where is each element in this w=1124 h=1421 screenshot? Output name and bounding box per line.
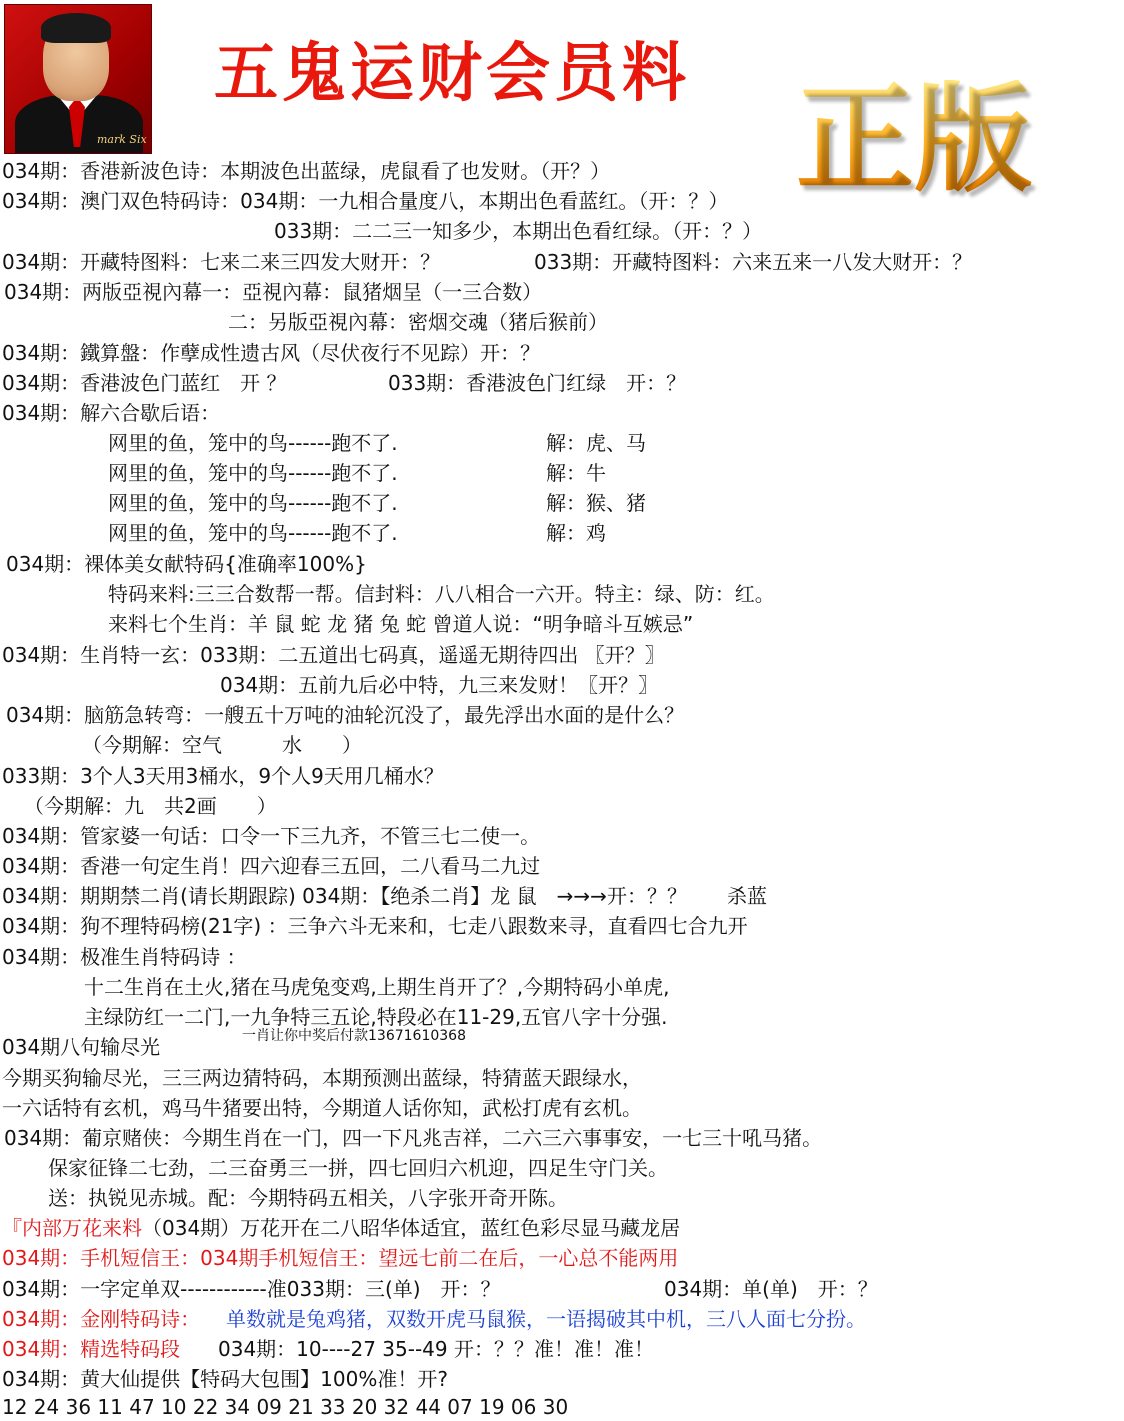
line-macau-poem-033: 033期：二二三一知多少，本期出色看红绿。（开：？） xyxy=(274,219,763,243)
line-hk-color-034: 034期：香港波色门蓝红 开 ？ xyxy=(2,371,287,395)
line-water-riddle-answer: （今期解：九 共2画 ） xyxy=(24,794,277,818)
line-eight-sentences-1: 今期买狗输尽光，三三两边猜特码，本期预测出蓝绿，特猜蓝天跟绿水， xyxy=(2,1066,642,1090)
line-zodiac-poem-2: 主绿防红一二门,一九争特三五论,特段必在11-29,五官八字十分强. xyxy=(84,1005,668,1029)
line-diamond-poem-label: 034期：金刚特码诗： xyxy=(2,1307,201,1331)
line-riddle-4-answer: 解：鸡 xyxy=(546,521,606,545)
line-wong-tai-sin: 034期：黄大仙提供【特码大包围】100%准！开? xyxy=(2,1367,448,1391)
line-riddle-3-answer: 解：猴、猪 xyxy=(546,491,646,515)
line-atv-insider-2: 二：另版亞視內幕：密烟交魂（猪后猴前） xyxy=(228,310,608,334)
page-title: 五鬼运财会员料 xyxy=(214,37,690,111)
line-zodiac-mystery: 034期：生肖特一玄：033期：二五道出七码真，遥遥无期待四出 〖开？〗 xyxy=(2,643,665,667)
line-kill-two: 034期：期期禁二肖(请长期跟踪) 034期：【绝杀二肖】龙 鼠 →→→开：？？ 杀蓝 xyxy=(2,884,767,908)
line-riddle-heading: 034期：解六合歇后语： xyxy=(2,401,221,425)
line-sms-king: 034期：手机短信王：034期手机短信王：望远七前二在后，一心总不能两用 xyxy=(2,1246,679,1270)
line-eight-sentences: 034期八句输尽光 xyxy=(2,1035,161,1059)
line-housekeeper: 034期：管家婆一句话：口令一下三九齐，不管三七二使一。 xyxy=(2,824,541,848)
line-casino-hero-2: 保家征锋二七劲，二三奋勇三一拼，四七回归六机迎，四足生守门关。 xyxy=(48,1156,668,1180)
line-riddle-1: 网里的鱼，笼中的鸟------跑不了. xyxy=(108,431,398,455)
line-iron-abacus: 034期：鐵算盤：作孽成性遗古风（尽伏夜行不见踪）开：？ xyxy=(2,341,541,365)
line-eight-sentences-2: 一六话特有玄机，鸡马牛猪要出特，今期道人话你知，武松打虎有玄机。 xyxy=(2,1096,642,1120)
line-riddle-4: 网里的鱼，笼中的鸟------跑不了. xyxy=(108,521,398,545)
line-hk-one-sentence: 034期：香港一句定生肖！四六迎春三五回，二八看马二九过 xyxy=(2,854,541,878)
line-code-source: 特码来料:三三合数帮一帮。信封料：八八相合一六开。特主：绿、防：红。 xyxy=(108,582,775,606)
line-special-code: 034期：裸体美女献特码{准确率100%} xyxy=(6,552,367,576)
line-selected-segment-label: 034期：精选特码段 xyxy=(2,1337,181,1361)
line-brain-teaser: 034期：脑筋急转弯：一艘五十万吨的油轮沉没了，最先浮出水面的是什么？ xyxy=(6,703,685,727)
line-riddle-3: 网里的鱼，笼中的鸟------跑不了. xyxy=(108,491,398,515)
line-riddle-2-answer: 解：牛 xyxy=(546,461,606,485)
line-hk-color-033: 033期：香港波色门红绿 开：？ xyxy=(388,371,687,395)
line-picture-034: 034期：开藏特图料：七来二来三四发大财开：？ xyxy=(2,250,441,274)
line-selected-segment-text: 034期：10----27 35--49 开：？？准！准！准！ xyxy=(218,1337,654,1361)
line-riddle-1-answer: 解：虎、马 xyxy=(546,431,646,455)
line-diamond-poem-text: 单数就是兔鸡猪，双数开虎马鼠猴，一语揭破其中机，三八人面七分扮。 xyxy=(226,1307,866,1331)
line-odd-even: 034期：一字定单双------------准033期：三(单) 开：？ xyxy=(2,1277,501,1301)
line-payment-note: 一肖让你中奖后付款13671610368 xyxy=(242,1028,466,1044)
line-water-riddle: 033期：3个人3天用3桶水，9个人9天用几桶水？ xyxy=(2,764,444,788)
line-brain-teaser-answer: （今期解：空气 水 ） xyxy=(82,733,362,757)
line-casino-hero: 034期：葡京赌侠：今期生肖在一门，四一下凡兆吉祥，二六三六事事安，一七三十吼马猪。 xyxy=(4,1126,823,1150)
line-hk-color-poem: 034期：香港新波色诗：本期波色出蓝绿，虎鼠看了也发财。（开？） xyxy=(2,159,611,183)
line-gou-bu-li: 034期：狗不理特码榜(21字) ：三争六斗无来和，七走八跟数来寻，直看四七合九开 xyxy=(2,914,748,938)
flower-source-label: 『内部万花来料 xyxy=(2,1216,142,1240)
line-zodiac-poem-heading: 034期：极准生肖特码诗 ： xyxy=(2,945,247,969)
line-macau-poem: 034期：澳门双色特码诗：034期：一九相合量度八，本期出色看蓝红。（开：？） xyxy=(2,189,729,213)
photo-watermark: mark Six xyxy=(97,133,147,146)
photo-hair xyxy=(41,13,111,43)
flower-source-text: （034期）万花开在二八昭华体适宜，蓝红色彩尽显马藏龙居 xyxy=(142,1216,681,1240)
line-casino-hero-3: 送：执锐见赤城。配：今期特码五相关，八字张开奇开陈。 xyxy=(48,1186,568,1210)
authentic-stamp: 正版 xyxy=(796,70,1033,208)
line-picture-033: 033期：开藏特图料：六来五来一八发大财开：？ xyxy=(534,250,973,274)
line-atv-insider-1: 034期：两版亞視內幕一：亞視內幕：鼠猪烟呈（一三合数） xyxy=(4,280,543,304)
line-odd-even-034: 034期：单(单) 开：？ xyxy=(664,1277,878,1301)
line-flower-source xyxy=(2,1214,680,1242)
line-zodiac-poem-1: 十二生肖在土火,猪在马虎兔变鸡,上期生肖开了？,今期特码小单虎, xyxy=(84,975,670,999)
line-riddle-2: 网里的鱼，笼中的鸟------跑不了. xyxy=(108,461,398,485)
line-zodiac-mystery-2: 034期：五前九后必中特，九三来发财！〖开？〗 xyxy=(220,673,659,697)
line-seven-zodiacs: 来料七个生肖：羊 鼠 蛇 龙 猪 兔 蛇 曾道人说：“明争暗斗互嫉忌” xyxy=(108,612,694,636)
line-number-list: 12 24 36 11 47 10 22 34 09 21 33 20 32 44 07 19 06 30 xyxy=(2,1395,569,1419)
header-photo xyxy=(4,4,152,154)
